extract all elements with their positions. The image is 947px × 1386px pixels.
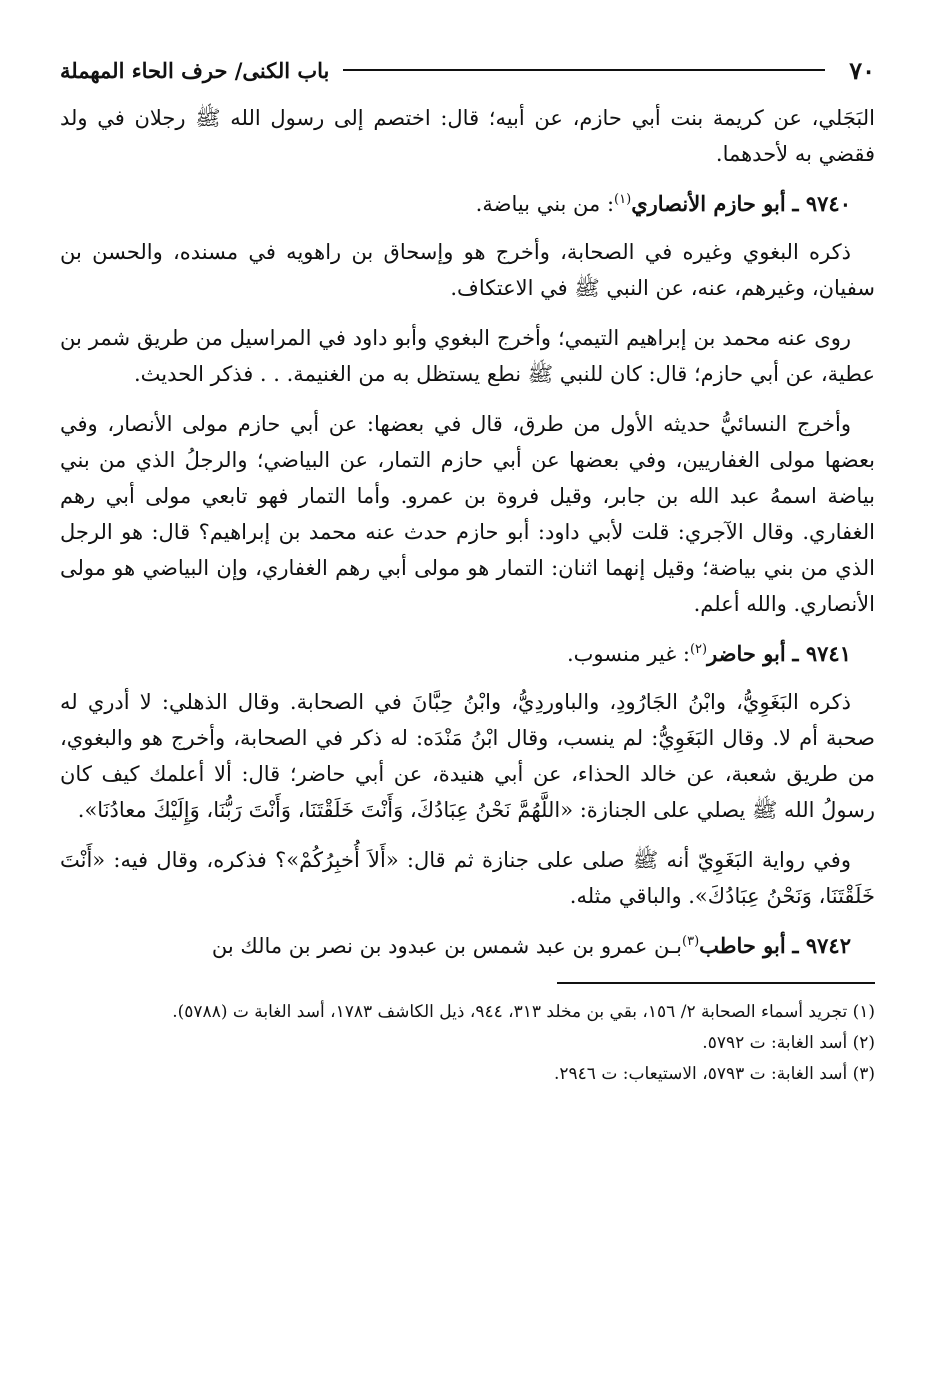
running-title: باب الكنى/ حرف الحاء المهملة [60,57,330,83]
paragraph: البَجَلي، عن كريمة بنت أبي حازم، عن أبيه؛ قال: اختصم إلى رسول الله ﷺ رجلان في ولد فقضي به لأحدهما. [60,106,875,166]
entry-heading-9742 [60,928,875,964]
footnote-separator [557,982,875,984]
entry-note: : من بني بياضة. [475,192,615,216]
paragraph: وفي رواية البَغَوِيّ أنه ﷺ صلى على جنازة ثم قال: «أَلاَ أُخبِرُكُمْ»؟ فذكره، وقال فيه: «أَنْتَ خَلَقْتَنَا، وَنَحْنُ عِبَادُكَ». والباقي مثله. [60,848,875,908]
page-header [60,48,875,92]
page-number: ٧٠ [849,55,875,85]
entry-name: أبو حاضر [707,641,786,666]
paragraph: وأخرج النسائيُّ حديثه الأول من طرق، قال في بعضها: عن أبي حازم مولى الأنصار، وفي بعضها مولى الغفاريين، وفي بعضها عن أبي حازم التمار، عن البياضي؛ والرجلُ الذي من بني بياضة اسمهُ عبد الله بن جابر، وقيل فروة بن عمرو. وأما التمار فهو تابعي مولى أبي رهم الغفاري. وقال الآجري: قلت لأبي داود: أبو حازم حدث عنه محمد بن إبراهيم؟ قال: هو الرجل الذي من بني بياضة؛ وقيل إنهما اثنان: التمار هو مولى أبي رهم الغفاري، وإن البياضي هو مولى الأنصاري. والله أعلم. [60,412,875,616]
header-rule [343,69,825,71]
entry-note: بـن عمرو بن عبد شمس بن عبدود بن نصر بن مالك بن [211,934,683,958]
entry-heading-9741 [60,636,875,672]
entry-note: : غير منسوب. [566,642,690,666]
footnote: (٢) أسد الغابة: ت ٥٧٩٢. [702,1033,875,1053]
entry-number: ٩٧٤٠ ـ [792,191,851,216]
entry-name: أبو حازم الأنصاري [631,191,786,216]
footnotes [60,998,875,1089]
entry-number: ٩٧٤١ ـ [792,641,851,666]
footnote-ref: (٣) [682,934,700,949]
footnote-ref: (١) [614,192,632,207]
paragraph: ذكره البغوي وغيره في الصحابة، وأخرج هو وإسحاق بن راهويه في مسنده، والحسن بن سفيان، وغيرهم، عنه، عن النبي ﷺ في الاعتكاف. [60,240,875,300]
footnote: (١) تجريد أسماء الصحابة ٢/ ١٥٦، بقي بن مخلد ٣١٣، ٩٤٤، ذيل الكاشف ١٧٨٣، أسد الغابة ت (٥٧٨٨). [172,1002,875,1022]
entry-heading-9740 [60,186,875,222]
paragraph: روى عنه محمد بن إبراهيم التيمي؛ وأخرج البغوي وأبو داود في المراسيل من طريق شمر بن عطية، عن أبي حازم؛ قال: كان للنبي ﷺ نطع يستظل به من الغنيمة. . . فذكر الحديث. [60,326,875,386]
paragraph: ذكره البَغَوِيُّ، وابْنُ الجَارُودِ، والباوردِيُّ، وابْنُ حِبَّانَ في الصحابة. وقال الذهلي: لا أدري له صحبة أم لا. وقال البَغَوِيُّ: لم ينسب، وقال ابْنُ مَنْدَه: له ذكر في الصحابة، وأخرج هو والبغوي، من طريق شعبة، عن خالد الحذاء، عن أبي هنيدة، عن أبي حاضر؛ قال: ألا أعلمك كيف كان رسولُ الله ﷺ يصلي على الجنازة: «اللَّهُمَّ نَحْنُ عِبَادُكَ، وَأَنْتَ خَلَقْتَنَا، وَأَنْتَ رَبُّنَا، وَإِلَيْكَ معادُنَا». [60,690,875,822]
entry-number: ٩٧٤٢ ـ [792,933,851,958]
book-page [60,48,875,1348]
entry-name: أبو حاطب [699,933,786,958]
main-text [60,100,875,964]
footnote: (٣) أسد الغابة: ت ٥٧٩٣، الاستيعاب: ت ٢٩٤٦. [554,1064,875,1084]
footnote-ref: (٢) [689,642,708,657]
